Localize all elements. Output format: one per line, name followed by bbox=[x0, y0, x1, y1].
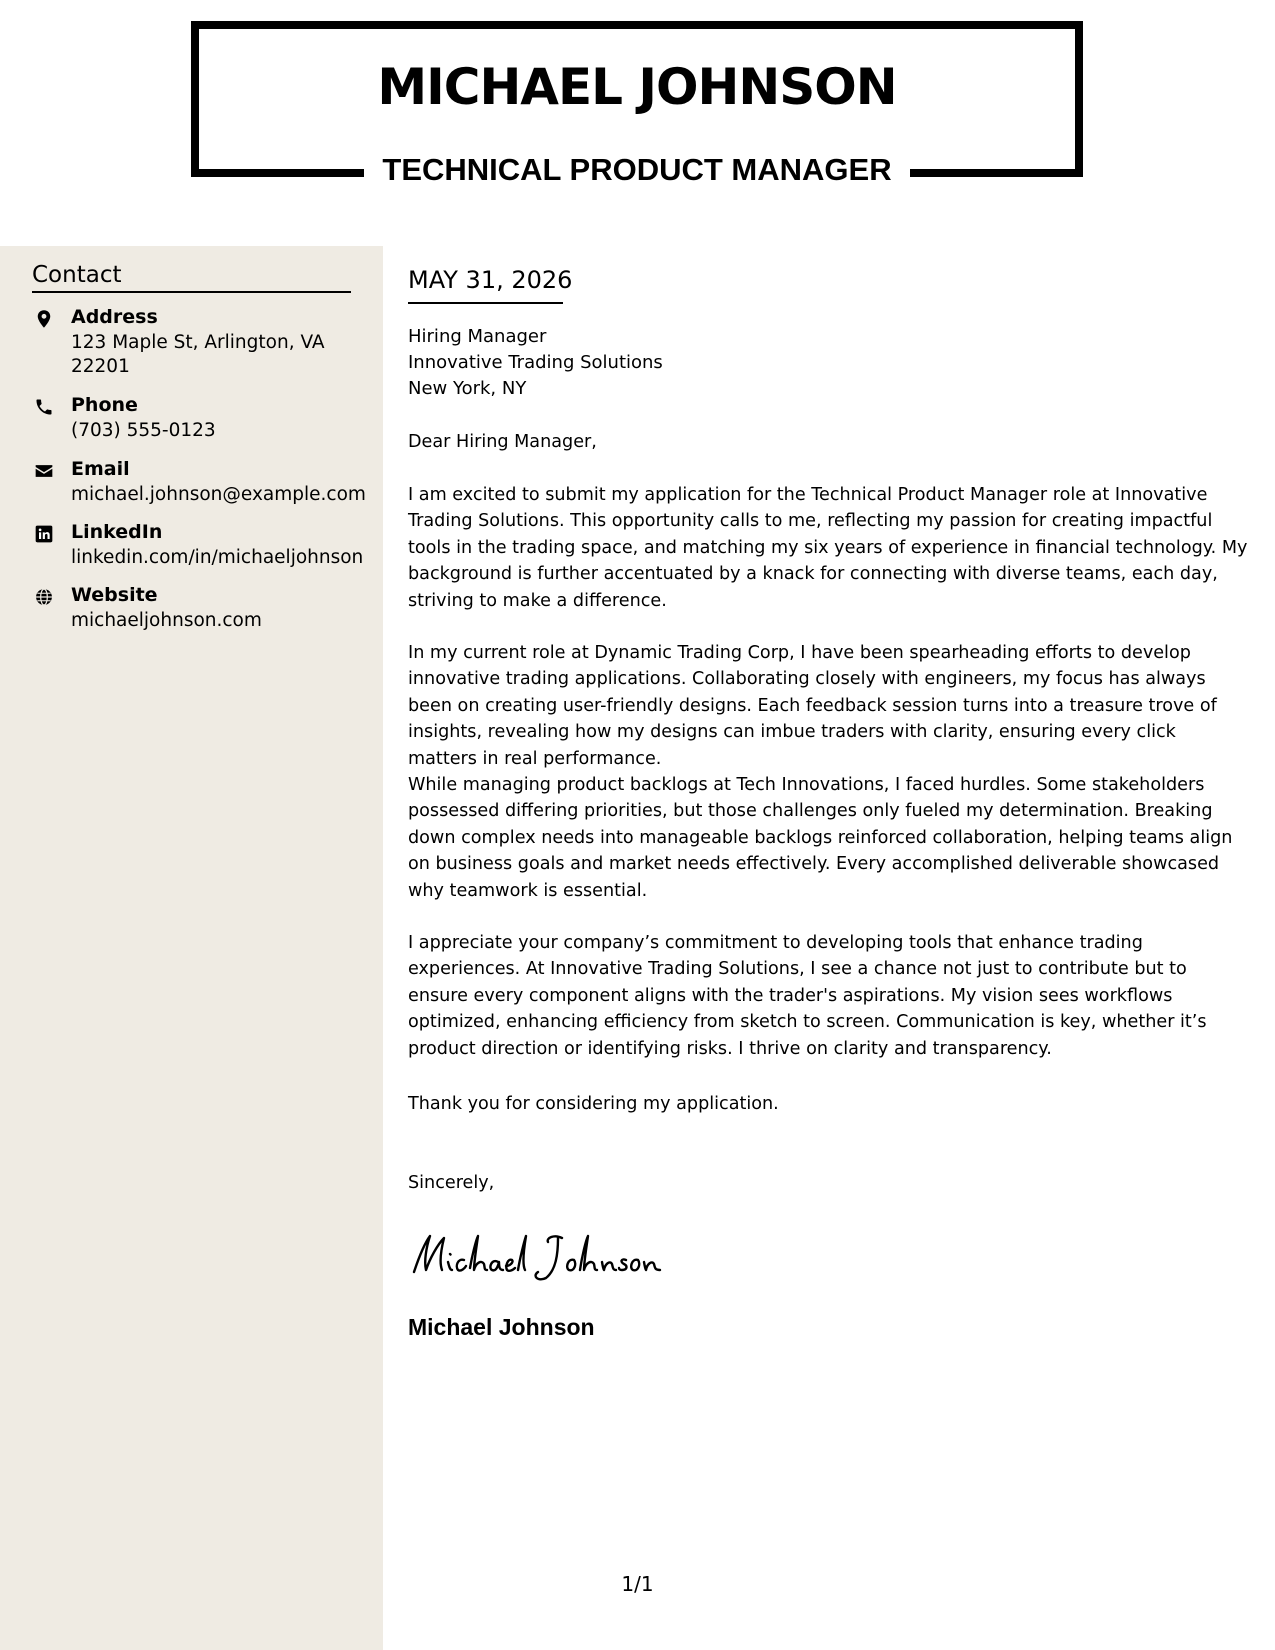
email-label: Email bbox=[71, 458, 130, 480]
website-label: Website bbox=[71, 584, 158, 606]
address-value: 123 Maple St, Arlington, VA 22201 bbox=[71, 332, 325, 377]
body-paragraph: I appreciate your company’s commitment to developing tools that enhance trading experiences. At Innovative Trading Solutions, I see a chance not just to contribute but to ensure every component aligns with the trader's aspirations. My vision sees workflows optimized, enhancing efficiency from sketch to screen. Communication is key, whether it’s product direction or identifying risks. I thrive on clarity and transparency. bbox=[408, 933, 1207, 1059]
website-value: michaeljohnson.com bbox=[71, 610, 262, 631]
body-paragraph: In my current role at Dynamic Trading Corp, I have been spearheading efforts to develop innovative trading applications. Collaborating closely with engineers, my focus has always been on creating user-friendly designs. Each feedback session turns into a treasure trove of insights, revealing how my designs can imbue traders with clarity, ensuring every click matters in real performance. bbox=[408, 643, 1217, 769]
handwritten-signature bbox=[408, 1226, 678, 1286]
contact-heading: Contact bbox=[32, 262, 122, 288]
envelope-icon bbox=[34, 461, 54, 481]
linkedin-icon bbox=[34, 524, 54, 544]
phone-icon bbox=[34, 397, 54, 417]
phone-value: (703) 555-0123 bbox=[71, 420, 216, 441]
applicant-name: MICHAEL JOHNSON bbox=[377, 58, 897, 116]
linkedin-label: LinkedIn bbox=[71, 521, 163, 543]
recipient-block bbox=[408, 324, 663, 402]
signer-name: Michael Johnson bbox=[408, 1314, 595, 1340]
linkedin-value: linkedin.com/in/michaeljohnson bbox=[71, 547, 364, 568]
letter-date: MAY 31, 2026 bbox=[408, 266, 573, 294]
header bbox=[0, 0, 1275, 246]
body-paragraph: While managing product backlogs at Tech Innovations, I faced hurdles. Some stakeholders possessed differing priorities, but those challenges only fueled my determination. Breaking down complex needs into manageable backlogs reinforced collaboration, helping teams align on business goals and market needs effectively. Every accomplished deliverable showcased why teamwork is essential. bbox=[408, 775, 1233, 901]
contact-divider bbox=[32, 291, 351, 293]
closing: Sincerely, bbox=[408, 1173, 495, 1193]
globe-icon bbox=[34, 587, 54, 607]
recipient-line: New York, NY bbox=[408, 378, 527, 399]
body-paragraph: Thank you for considering my application. bbox=[408, 1094, 779, 1114]
applicant-role: TECHNICAL PRODUCT MANAGER bbox=[382, 152, 892, 187]
sidebar bbox=[0, 246, 383, 1650]
date-underline bbox=[408, 302, 563, 304]
email-value: michael.johnson@example.com bbox=[71, 484, 366, 505]
page-number: 1/1 bbox=[621, 1572, 654, 1596]
map-pin-icon bbox=[34, 309, 54, 329]
body-paragraph: I am excited to submit my application for the Technical Product Manager role at Innovative Trading Solutions. This opportunity calls to me, reflecting my passion for creating impactful tools in the trading space, and matching my six years of experience in financial technology. My background is further accentuated by a knack for connecting with diverse teams, each day, striving to make a difference. bbox=[408, 485, 1248, 611]
recipient-line: Hiring Manager bbox=[408, 326, 547, 347]
salutation: Dear Hiring Manager, bbox=[408, 432, 597, 452]
address-label: Address bbox=[71, 306, 158, 328]
phone-label: Phone bbox=[71, 394, 138, 416]
recipient-line: Innovative Trading Solutions bbox=[408, 352, 663, 373]
